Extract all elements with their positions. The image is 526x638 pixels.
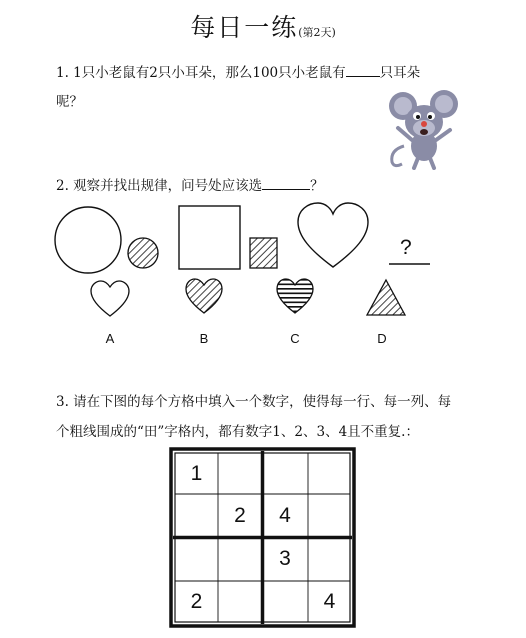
q2-text-end: ？ — [310, 178, 324, 194]
small-hatched-square — [250, 238, 277, 268]
sudoku-cell-r4-c3[interactable] — [262, 581, 308, 622]
option-b-heart — [186, 279, 222, 313]
option-c-label[interactable]: C — [290, 331, 300, 346]
title-main: 每日一练 — [190, 13, 299, 42]
sudoku-cell-r1-c4[interactable] — [308, 453, 351, 494]
question-mark: ? — [400, 236, 412, 259]
option-c-heart — [277, 279, 313, 313]
sudoku-cell-r4-c4: 4 — [323, 590, 336, 613]
big-circle — [55, 207, 121, 273]
sudoku-cell-r3-c4[interactable] — [308, 537, 351, 581]
sudoku-cell-r2-c3: 4 — [279, 504, 291, 527]
sudoku-cell-r1-c2[interactable] — [218, 453, 262, 494]
small-hatched-circle — [128, 238, 158, 268]
option-a-label[interactable]: A — [105, 331, 115, 346]
sudoku-cell-r4-c1: 2 — [190, 590, 203, 613]
sudoku-cell-r1-c1: 1 — [190, 462, 203, 485]
q2-text: 2. 观察并找出规律，问号处应该选 — [56, 178, 263, 194]
sudoku-cell-r2-c1[interactable] — [175, 494, 218, 537]
sudoku-cell-r2-c4[interactable] — [308, 494, 351, 537]
option-d-label[interactable]: D — [377, 331, 387, 346]
q1-line2: 呢？ — [56, 94, 83, 110]
option-d-triangle — [367, 280, 405, 315]
q1-text: 1. 1只小老鼠有2只小耳朵，那么100只小老鼠有 — [56, 65, 346, 81]
title-day: (第2天) — [298, 26, 336, 39]
sudoku-cell-r3-c1[interactable] — [175, 537, 218, 581]
big-heart — [298, 203, 368, 267]
sudoku-cell-r3-c3: 3 — [279, 547, 291, 570]
option-b-label[interactable]: B — [199, 331, 209, 346]
q3-line2: 个粗线围成的“田”字格内，都有数字1、2、3、4且不重复.： — [56, 424, 419, 440]
q3-line1: 3. 请在下图的每个方格中填入一个数字，使得每一行、每一列、每 — [56, 394, 452, 410]
sudoku-cell-r2-c2: 2 — [234, 504, 246, 527]
sudoku-cell-r1-c3[interactable] — [262, 453, 308, 494]
option-a-heart — [91, 281, 129, 316]
sudoku-cell-r3-c2[interactable] — [218, 537, 262, 581]
big-square — [179, 206, 240, 269]
sudoku-cell-r4-c2[interactable] — [218, 581, 262, 622]
q1-text-end: 只耳朵 — [379, 65, 421, 81]
